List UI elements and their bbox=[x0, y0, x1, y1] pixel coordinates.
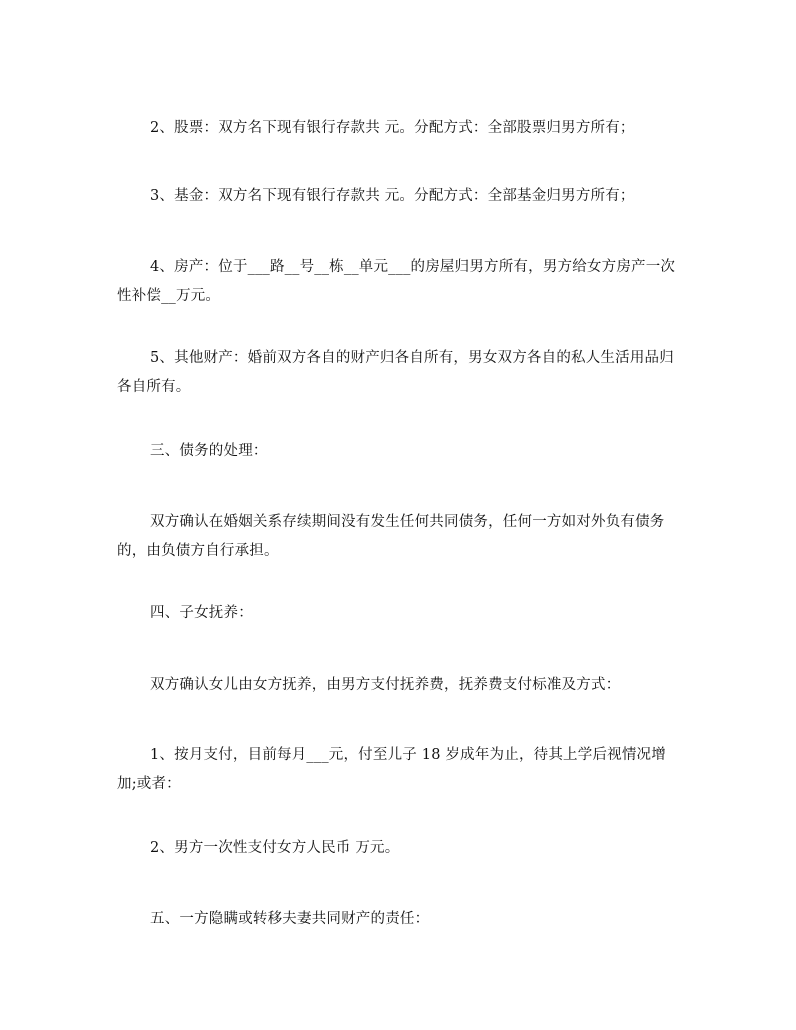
clause-other-property: 5、其他财产：婚前双方各自的财产归各自所有，男女双方各自的私人生活用品归各自所有。 bbox=[117, 350, 674, 395]
clause-stocks: 2、股票：双方名下现有银行存款共 元。分配方式：全部股票归男方所有； bbox=[150, 120, 635, 136]
section-heading-debts: 三、债务的处理： bbox=[150, 443, 268, 459]
clause-funds: 3、基金：双方名下现有银行存款共 元。分配方式：全部基金归男方所有； bbox=[150, 188, 635, 204]
clause-lump-sum: 2、男方一次性支付女方人民币 万元。 bbox=[150, 840, 400, 856]
clause-child-custody: 双方确认女儿由女方抚养，由男方支付抚养费，抚养费支付标准及方式： bbox=[150, 677, 621, 693]
section-heading-child-support: 四、子女抚养： bbox=[150, 605, 253, 621]
clause-debts: 双方确认在婚姻关系存续期间没有发生任何共同债务，任何一方如对外负有债务的，由负债方自行承担。 bbox=[117, 514, 665, 559]
section-heading-concealment: 五、一方隐瞒或转移夫妻共同财产的责任： bbox=[150, 911, 430, 927]
clause-monthly-payment: 1、按月支付，目前每月___元，付至儿子 18 岁成年为止，待其上学后视情况增加;或者： bbox=[117, 747, 666, 792]
clause-real-estate: 4、房产：位于___路__号__栋__单元___的房屋归男方所有，男方给女方房产一次性补偿__万元。 bbox=[117, 259, 676, 304]
